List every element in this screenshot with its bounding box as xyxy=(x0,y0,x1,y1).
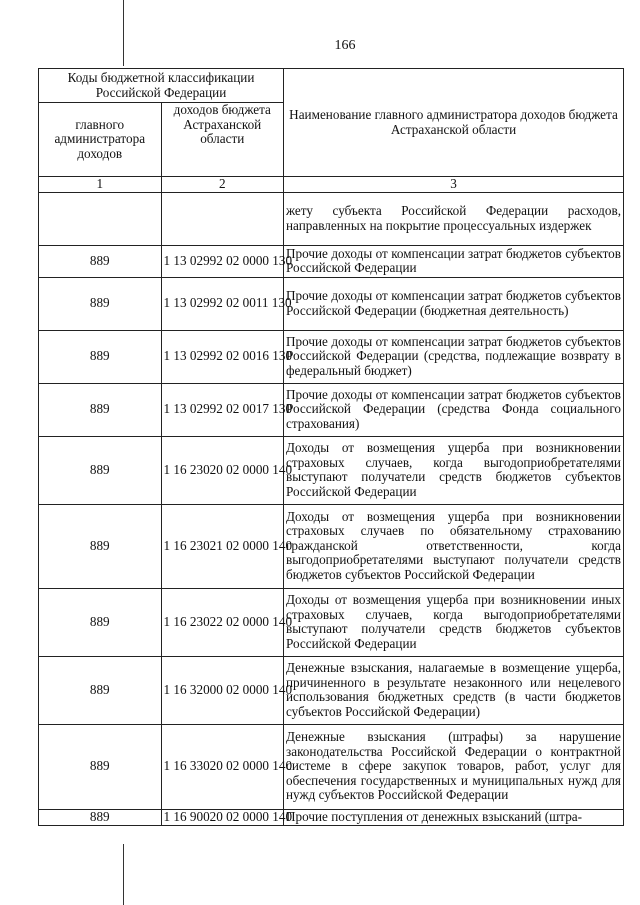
description-cell: Прочие поступления от денежных взысканий (штра- xyxy=(284,809,624,825)
table-row xyxy=(39,724,624,809)
income-code-cell: 1 13 02992 02 0016 130 xyxy=(161,330,284,383)
page-number: 166 xyxy=(334,38,356,53)
column-number-1: 1 xyxy=(39,177,162,193)
table-row xyxy=(39,245,624,277)
header-income-column: доходов бюджета Астраханской области xyxy=(161,103,284,177)
column-number-2: 2 xyxy=(161,177,284,193)
description-cell: Доходы от возмещения ущерба при возникновении страховых случаев, когда выгодоприобретателями выступают получатели средств бюджетов субъектов Российской Федерации xyxy=(284,436,624,504)
admin-code-cell: 889 xyxy=(39,809,162,825)
description-cell: жету субъекта Российской Федерации расходов, направленных на покрытие процессуальных издержек xyxy=(284,192,624,245)
income-code-cell: 1 16 33020 02 0000 140 xyxy=(161,724,284,809)
scan-artifact-line-top xyxy=(123,0,124,66)
header-admin-column: главного администратора доходов xyxy=(39,103,162,177)
table-row xyxy=(39,436,624,504)
header-name-column: Наименование главного администратора доходов бюджета Астраханской области xyxy=(284,69,624,177)
table-row xyxy=(39,504,624,588)
description-cell: Прочие доходы от компенсации затрат бюджетов субъектов Российской Федерации (бюджетная деятельность) xyxy=(284,277,624,330)
income-code-cell: 1 13 02992 02 0017 130 xyxy=(161,383,284,436)
description-cell: Доходы от возмещения ущерба при возникновении иных страховых случаев, когда выгодоприобретателями выступают получатели средств бюджетов субъектов Российской Федерации xyxy=(284,588,624,656)
description-cell: Прочие доходы от компенсации затрат бюджетов субъектов Российской Федерации (средства, подлежащие возврату в федеральный бюджет) xyxy=(284,330,624,383)
description-cell: Денежные взыскания (штрафы) за нарушение законодательства Российской Федерации о контрактной системе в сфере закупок товаров, работ, услуг для обеспечения государственных и муниципальных нужд для нужд субъектов Российской Федерации xyxy=(284,724,624,809)
income-code-cell: 1 16 23020 02 0000 140 xyxy=(161,436,284,504)
income-code-cell: 1 16 90020 02 0000 140 xyxy=(161,809,284,825)
income-code-cell xyxy=(161,192,284,245)
admin-code-cell: 889 xyxy=(39,656,162,724)
admin-code-cell: 889 xyxy=(39,588,162,656)
admin-code-cell: 889 xyxy=(39,277,162,330)
table-row xyxy=(39,330,624,383)
admin-code-cell: 889 xyxy=(39,724,162,809)
admin-code-cell: 889 xyxy=(39,245,162,277)
description-cell: Доходы от возмещения ущерба при возникновении страховых случаев по обязательному страхованию гражданской ответственности, когда выгодоприобретателями выступают получатели средств бюджетов субъектов Российской Федерации xyxy=(284,504,624,588)
description-cell: Прочие доходы от компенсации затрат бюджетов субъектов Российской Федерации xyxy=(284,245,624,277)
scan-artifact-line-bottom xyxy=(123,844,124,905)
budget-codes-table xyxy=(38,68,624,826)
income-code-cell: 1 16 23021 02 0000 140 xyxy=(161,504,284,588)
admin-code-cell: 889 xyxy=(39,504,162,588)
table-row xyxy=(39,383,624,436)
column-number-3: 3 xyxy=(284,177,624,193)
table-row xyxy=(39,809,624,825)
admin-code-cell: 889 xyxy=(39,330,162,383)
table-row xyxy=(39,656,624,724)
table-row xyxy=(39,277,624,330)
header-codes-group: Коды бюджетной классификации Российской Федерации xyxy=(39,69,284,103)
admin-code-cell xyxy=(39,192,162,245)
income-code-cell: 1 13 02992 02 0000 130 xyxy=(161,245,284,277)
admin-code-cell: 889 xyxy=(39,436,162,504)
table-row xyxy=(39,588,624,656)
admin-code-cell: 889 xyxy=(39,383,162,436)
income-code-cell: 1 13 02992 02 0011 130 xyxy=(161,277,284,330)
income-code-cell: 1 16 32000 02 0000 140 xyxy=(161,656,284,724)
description-cell: Прочие доходы от компенсации затрат бюджетов субъектов Российской Федерации (средства Фонда социального страхования) xyxy=(284,383,624,436)
description-cell: Денежные взыскания, налагаемые в возмещение ущерба, причиненного в результате незаконного или нецелевого использования бюджетных средств (в части бюджетов субъектов Российской Федерации) xyxy=(284,656,624,724)
table-row xyxy=(39,192,624,245)
income-code-cell: 1 16 23022 02 0000 140 xyxy=(161,588,284,656)
